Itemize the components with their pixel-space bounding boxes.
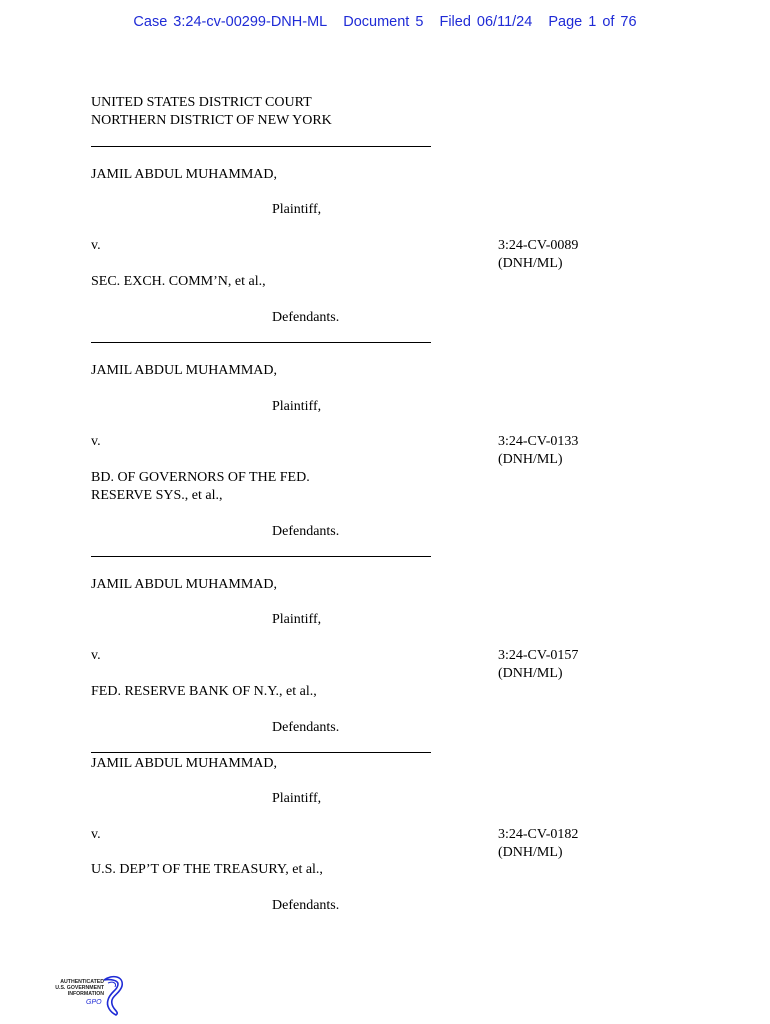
case-number-value: 3:24-CV-0182 xyxy=(498,827,579,842)
court-name-line1: UNITED STATES DISTRICT COURT xyxy=(91,95,312,110)
defendant-name xyxy=(91,469,310,505)
plaintiff-name: JAMIL ABDUL MUHAMMAD, xyxy=(91,167,278,182)
versus: v. xyxy=(91,238,101,253)
document-number: Document 5 xyxy=(343,14,424,30)
judge-initials: (DNH/ML) xyxy=(498,452,563,467)
caption-divider xyxy=(91,752,431,753)
defendant-name: SEC. EXCH. COMM’N, et al., xyxy=(91,274,266,289)
caption-divider xyxy=(91,342,431,343)
case-number xyxy=(498,237,578,273)
plaintiff-role: Plaintiff, xyxy=(272,791,322,806)
plaintiff-name: JAMIL ABDUL MUHAMMAD, xyxy=(91,577,278,592)
defendant-name: FED. RESERVE BANK OF N.Y., et al., xyxy=(91,684,317,699)
filed-date: Filed 06/11/24 xyxy=(439,14,533,30)
court-name-line2: NORTHERN DISTRICT OF NEW YORK xyxy=(91,113,332,128)
versus: v. xyxy=(91,827,101,842)
document-header xyxy=(0,14,770,30)
case-number-value: 3:24-CV-0157 xyxy=(498,648,579,663)
seal-text: AUTHENTICATED U.S. GOVERNMENT INFORMATION xyxy=(55,979,104,997)
gpo-authentication-seal xyxy=(44,974,128,1018)
defendant-name-line1: BD. OF GOVERNORS OF THE FED. xyxy=(91,470,310,485)
judge-initials: (DNH/ML) xyxy=(498,666,563,681)
case-number-value: 3:24-CV-0089 xyxy=(498,238,579,253)
plaintiff-role: Plaintiff, xyxy=(272,612,322,627)
defendant-role: Defendants. xyxy=(272,898,340,913)
case-number xyxy=(498,826,578,862)
page-indicator: Page 1 of 76 xyxy=(548,14,637,30)
gpo-mark: GPO xyxy=(86,999,102,1006)
plaintiff-role: Plaintiff, xyxy=(272,399,322,414)
case-number xyxy=(498,647,578,683)
plaintiff-role: Plaintiff, xyxy=(272,202,322,217)
case-number xyxy=(498,433,578,469)
defendant-role: Defendants. xyxy=(272,524,340,539)
versus: v. xyxy=(91,648,101,663)
judge-initials: (DNH/ML) xyxy=(498,256,563,271)
defendant-name: U.S. DEP’T OF THE TREASURY, et al., xyxy=(91,862,323,877)
case-number-header: Case 3:24-cv-00299-DNH-ML xyxy=(133,14,328,30)
caption-divider xyxy=(91,146,431,147)
defendant-role: Defendants. xyxy=(272,310,340,325)
eagle-icon xyxy=(100,974,126,1016)
court-name xyxy=(91,94,332,130)
judge-initials: (DNH/ML) xyxy=(498,845,563,860)
plaintiff-name: JAMIL ABDUL MUHAMMAD, xyxy=(91,756,278,771)
case-number-value: 3:24-CV-0133 xyxy=(498,434,579,449)
versus: v. xyxy=(91,434,101,449)
defendant-name-line2: RESERVE SYS., et al., xyxy=(91,488,223,503)
caption-divider xyxy=(91,556,431,557)
plaintiff-name: JAMIL ABDUL MUHAMMAD, xyxy=(91,363,278,378)
defendant-role: Defendants. xyxy=(272,720,340,735)
